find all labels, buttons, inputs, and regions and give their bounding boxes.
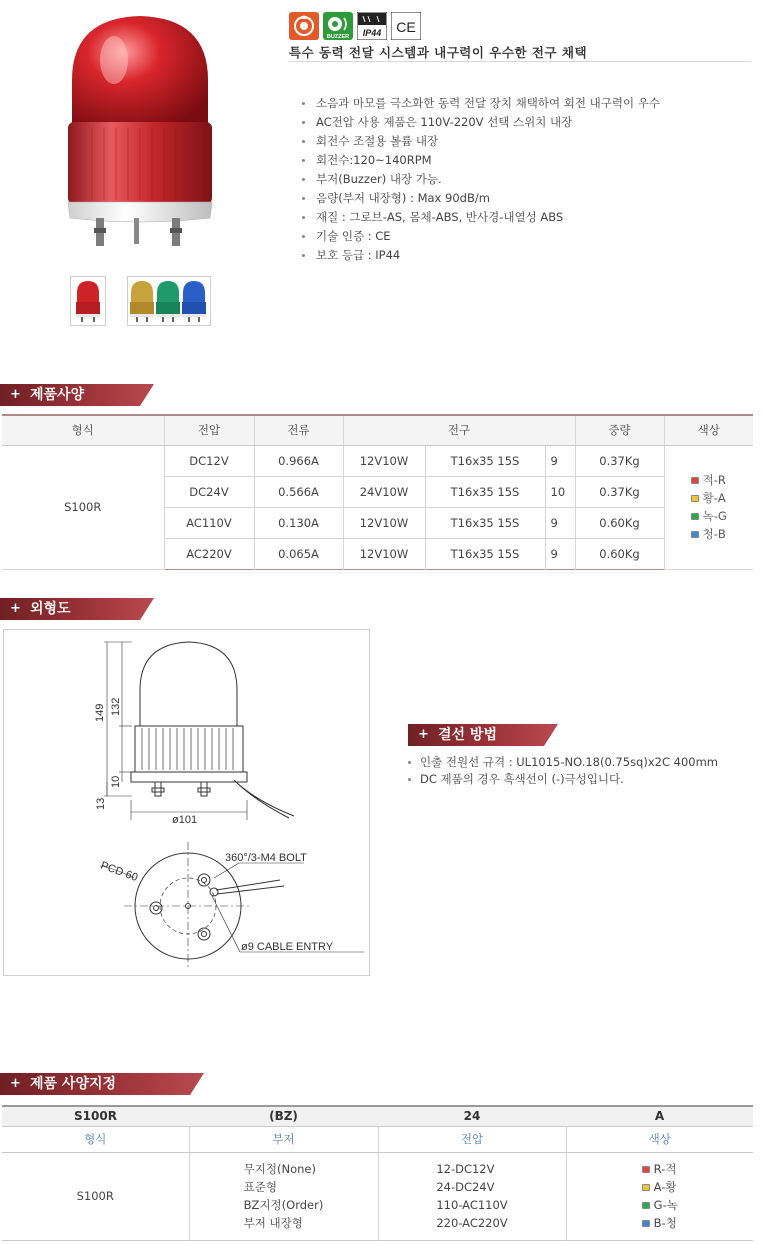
section-header-wiring: [408, 724, 558, 746]
dim-bolt: 360°/3-M4 BOLT: [225, 852, 307, 864]
order-code-table: [2, 1105, 753, 1241]
color-option-label: B-청: [653, 1216, 677, 1230]
plus-icon: +: [10, 387, 21, 402]
outline-drawing-svg: [4, 630, 369, 975]
color-label: 적-R: [702, 473, 726, 487]
buzzer-icon: [323, 12, 353, 40]
ce-label: CE: [396, 19, 416, 35]
lamp-power-cell: 12V10W: [343, 445, 425, 476]
lamp-qty-cell: 10: [545, 476, 575, 507]
feature-item: 재질 : 그로브-AS, 몸체-ABS, 반사경-내열성 ABS: [302, 208, 660, 227]
dim-dome-height: 132: [110, 697, 122, 716]
code-voltage: 24: [378, 1106, 566, 1126]
lamp-qty-cell: 9: [545, 445, 575, 476]
color-item: [691, 471, 727, 489]
feature-item: 음량(부저 내장형) : Max 90dB/m: [302, 189, 660, 208]
label-model: 형식: [2, 1126, 189, 1152]
feature-item: 기술 인증 : CE: [302, 227, 660, 246]
lamp-size-cell: T16x35 15S: [425, 538, 545, 569]
feature-item: 회전수 조절용 볼륨 내장: [302, 132, 660, 151]
green-swatch-icon: [691, 513, 699, 520]
dim-base-height: 10: [110, 775, 122, 788]
thumbnail-amber-green-blue[interactable]: [127, 276, 211, 326]
plus-icon: +: [10, 1076, 21, 1091]
amber-swatch-icon: [691, 495, 699, 502]
section-header-outline: [0, 598, 154, 620]
code-model: S100R: [2, 1106, 189, 1126]
section-header-order: [0, 1073, 204, 1095]
section-title: 외형도: [30, 601, 71, 617]
lamp-qty-cell: 9: [545, 538, 575, 569]
order-label-row: [2, 1126, 753, 1152]
buzzer-option: 부저 내장형: [243, 1216, 303, 1230]
voltage-cell: DC24V: [164, 476, 254, 507]
voltage-cell: DC12V: [164, 445, 254, 476]
dimension-drawing: [3, 629, 370, 976]
header-model: 형식: [2, 415, 164, 445]
lamp-power-cell: 12V10W: [343, 507, 425, 538]
lamp-size-cell: T16x35 15S: [425, 445, 545, 476]
color-item: [691, 525, 727, 543]
color-option: [642, 1178, 678, 1196]
ip44-label: IP44: [362, 28, 382, 38]
product-image-red-lamp: [60, 10, 220, 265]
buzzer-option: BZ지정(Order): [243, 1198, 324, 1212]
dim-pcd: PCD 60: [98, 859, 140, 884]
spec-table: [2, 414, 753, 570]
plus-icon: +: [10, 601, 21, 616]
table-header-row: [2, 415, 753, 445]
current-cell: 0.130A: [254, 507, 343, 538]
buzzer-options: [189, 1152, 378, 1240]
color-item: [691, 507, 727, 525]
thumbnail-red[interactable]: [70, 276, 106, 326]
current-cell: 0.065A: [254, 538, 343, 569]
color-option-label: A-황: [653, 1180, 677, 1194]
voltage-option: 110-AC110V: [436, 1198, 508, 1212]
wiring-item: 인출 전원선 규격 : UL1015-NO.18(0.75sq)x2C 400mm: [408, 754, 718, 771]
color-option: [642, 1160, 678, 1178]
label-color: 색상: [566, 1126, 753, 1152]
section-header-spec: [0, 384, 154, 406]
header-lamp: 전구: [343, 415, 575, 445]
feature-item: 부저(Buzzer) 내장 가능.: [302, 170, 660, 189]
blue-swatch-icon: [691, 531, 699, 538]
feature-item: 보호 등급 : IP44: [302, 246, 660, 265]
amber-swatch-icon: [642, 1184, 650, 1191]
dome-outline: [140, 642, 237, 726]
dim-terminal-height: 13: [95, 797, 107, 810]
lamp-qty-cell: 9: [545, 507, 575, 538]
rotating-light-icon: [289, 12, 319, 40]
color-option-label: G-녹: [653, 1198, 678, 1212]
plus-icon: +: [418, 727, 429, 742]
dim-diameter: ø101: [172, 814, 198, 826]
weight-cell: 0.37Kg: [575, 476, 664, 507]
lamp-size-cell: T16x35 15S: [425, 507, 545, 538]
ip44-icon: [357, 12, 387, 40]
divider: [289, 61, 751, 62]
red-swatch-icon: [642, 1166, 650, 1173]
wiring-list: [408, 754, 718, 788]
weight-cell: 0.37Kg: [575, 445, 664, 476]
lamp-power-cell: 24V10W: [343, 476, 425, 507]
current-cell: 0.966A: [254, 445, 343, 476]
red-swatch-icon: [691, 477, 699, 484]
color-options: [566, 1152, 753, 1240]
label-buzzer: 부저: [189, 1126, 378, 1152]
color-label: 황-A: [702, 491, 726, 505]
product-tagline: 특수 동력 전달 시스템과 내구력이 우수한 전구 채택: [289, 45, 588, 60]
buzzer-badge-label: BUZZER: [326, 34, 350, 40]
voltage-cell: AC220V: [164, 538, 254, 569]
color-option-label: R-적: [653, 1162, 677, 1176]
feature-item: 회전수:120~140RPM: [302, 151, 660, 170]
code-buzzer: (BZ): [189, 1106, 378, 1126]
lamp-power-cell: 12V10W: [343, 538, 425, 569]
buzzer-option: 표준형: [243, 1180, 277, 1194]
header-voltage: 전압: [164, 415, 254, 445]
voltage-options: [378, 1152, 566, 1240]
voltage-option: 220-AC220V: [436, 1216, 508, 1230]
color-label: 청-B: [702, 527, 726, 541]
lamp-size-cell: T16x35 15S: [425, 476, 545, 507]
color-label: 녹-G: [702, 509, 727, 523]
red-lamp-icon: [71, 277, 105, 325]
label-voltage: 전압: [378, 1126, 566, 1152]
color-option: [642, 1214, 678, 1232]
weight-cell: 0.60Kg: [575, 538, 664, 569]
order-code-row: [2, 1106, 753, 1126]
body-outline: [135, 726, 243, 772]
table-row: [2, 445, 753, 476]
voltage-option: 24-DC24V: [436, 1180, 495, 1194]
color-lamps-icon: [128, 277, 210, 325]
current-cell: 0.566A: [254, 476, 343, 507]
color-cell: [664, 445, 753, 569]
feature-item: 소음과 마모를 극소화한 동력 전달 장치 채택하여 회전 내구력이 우수: [302, 94, 660, 113]
ce-mark-icon: [391, 12, 421, 40]
wiring-item: DC 제품의 경우 흑색선이 (-)극성입니다.: [408, 771, 718, 788]
color-item: [691, 489, 727, 507]
section-title: 결선 방법: [438, 727, 497, 743]
color-list: [691, 471, 727, 543]
blue-swatch-icon: [642, 1220, 650, 1227]
code-color: A: [566, 1106, 753, 1126]
header-weight: 중량: [575, 415, 664, 445]
order-options-row: [2, 1152, 753, 1240]
dim-cable-entry: ø9 CABLE ENTRY: [241, 941, 334, 953]
green-swatch-icon: [642, 1202, 650, 1209]
model-cell: S100R: [2, 445, 164, 569]
section-title: 제품사양: [30, 387, 85, 403]
voltage-option: 12-DC12V: [436, 1162, 495, 1176]
header-current: 전류: [254, 415, 343, 445]
feature-list: [302, 94, 660, 265]
color-option: [642, 1196, 678, 1214]
section-title: 제품 사양지정: [30, 1076, 117, 1092]
voltage-cell: AC110V: [164, 507, 254, 538]
dim-total-height: 149: [94, 703, 106, 722]
order-model: S100R: [76, 1189, 114, 1203]
header-color: 색상: [664, 415, 753, 445]
weight-cell: 0.60Kg: [575, 507, 664, 538]
feature-item: AC전압 사용 제품은 110V-220V 선택 스위치 내장: [302, 113, 660, 132]
buzzer-option: 무지정(None): [243, 1162, 316, 1176]
